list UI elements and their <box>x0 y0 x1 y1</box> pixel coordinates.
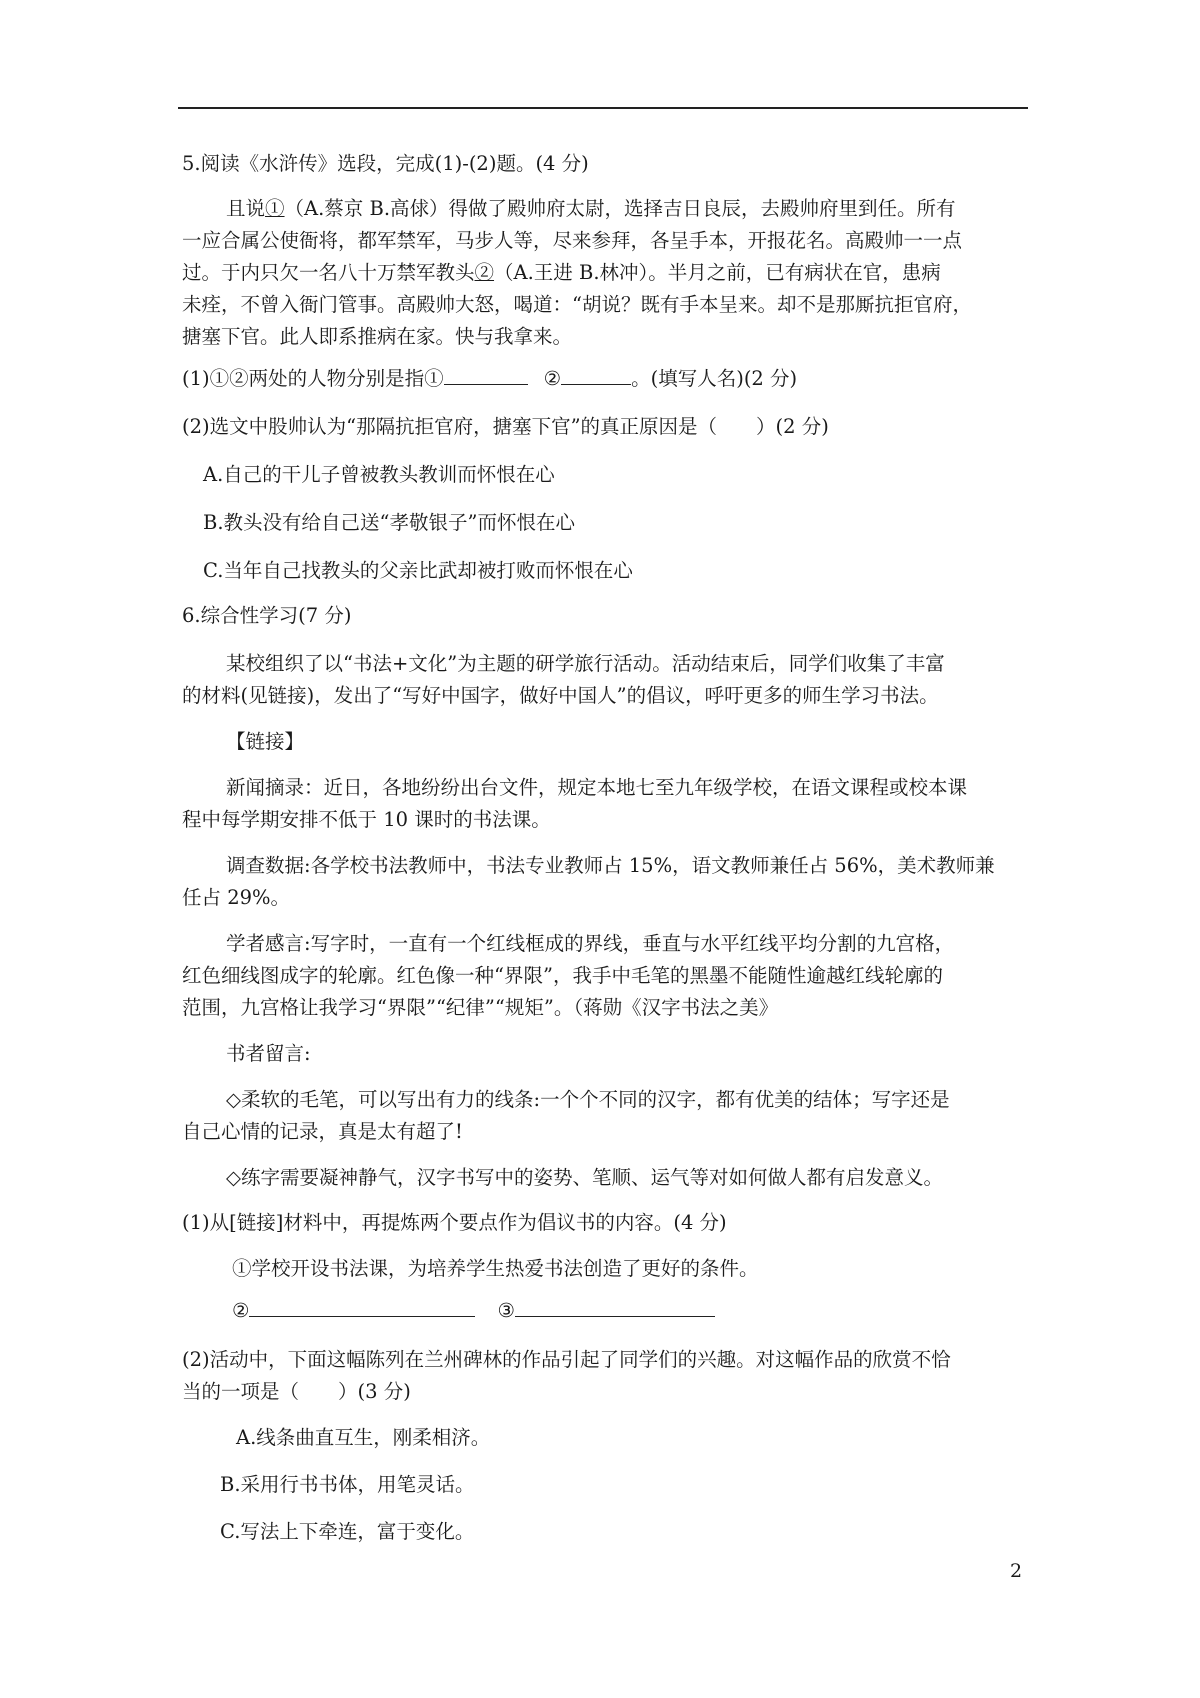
answer-blank-1[interactable] <box>444 366 528 385</box>
q5-option-c: C.当年自己找教头的父亲比武却被打败而怀恨在心 <box>203 559 633 582</box>
q5-sub1-text: ② <box>543 367 562 390</box>
writer-note-1-line-1: ◇柔软的毛笔，可以写出有力的线条:一个个不同的汉字，都有优美的结体；写字还是 <box>226 1088 950 1111</box>
q6-intro-line-1: 某校组织了以“书法+文化”为主题的研学旅行活动。活动结束后，同学们收集了丰富 <box>226 652 945 675</box>
answer-blank-point-2[interactable] <box>249 1298 475 1317</box>
survey-line-1: 调查数据:各学校书法教师中，书法专业教师占 15%，语文教师兼任占 56%，美术教师兼 <box>226 854 995 877</box>
answer-blank-2[interactable] <box>561 366 631 385</box>
q5-passage-text: （A.王进 B.林冲）。半月之前，已有病状在官，患病 <box>494 261 941 284</box>
writer-note-2: ◇练字需要凝神静气，汉字书写中的姿势、笔顺、运气等对如何做人都有启发意义。 <box>226 1166 943 1189</box>
q6-sub1: (1)从[链接]材料中，再提炼两个要点作为倡议书的内容。(4 分) <box>182 1211 727 1234</box>
news-line-1: 新闻摘录：近日，各地纷纷出台文件，规定本地七至九年级学校，在语文课程或校本课 <box>226 776 968 799</box>
q6-title: 6.综合性学习(7 分) <box>182 604 352 627</box>
q5-passage-line-5: 搪塞下官。此人即系推病在家。快与我拿来。 <box>182 325 573 348</box>
survey-line-2: 任占 29%。 <box>182 886 291 909</box>
point-3-label: ③ <box>497 1299 515 1322</box>
scholar-line-3: 范围，九宫格让我学习“界限”“纪律”“规矩”。（蒋勋《汉字书法之美》 <box>182 996 779 1019</box>
answer-blank-point-3[interactable] <box>515 1298 715 1317</box>
q6-option-b: B.采用行书书体，用笔灵话。 <box>220 1473 475 1496</box>
link-heading: 【链接】 <box>226 730 305 753</box>
q5-option-a: A.自己的干儿子曾被教头教训而怀恨在心 <box>203 463 555 486</box>
writer-heading: 书者留言: <box>226 1042 311 1065</box>
header-rule <box>178 107 1028 109</box>
q6-point-1: ①学校开设书法课，为培养学生热爱书法创造了更好的条件。 <box>232 1257 759 1280</box>
q5-option-b: B.教头没有给自己送“孝敬银子”而怀恨在心 <box>203 511 575 534</box>
q5-passage-line-3 <box>182 257 941 285</box>
q5-passage-line-1 <box>226 193 956 221</box>
page-number: 2 <box>1010 1560 1023 1582</box>
q5-passage-line-4: 未痊，不曾入衙门管事。高殿帅大怒，喝道：“胡说？既有手本呈来。却不是那厮抗拒官府， <box>182 293 972 316</box>
blank-marker-2: ② <box>474 261 495 284</box>
q6-option-a: A.线条曲直互生，刚柔相济。 <box>236 1426 491 1449</box>
q5-sub1-text: (1)①②两处的人物分别是指① <box>182 367 444 390</box>
q5-title: 5.阅读《水浒传》选段，完成(1)-(2)题。(4 分) <box>182 152 589 175</box>
scholar-line-1: 学者感言:写字时，一直有一个红线框成的界线，垂直与水平红线平均分割的九宫格， <box>226 932 955 955</box>
q5-passage-line-2: 一应合属公使衙将，都军禁军，马步人等，尽来参拜，各呈手本，开报花名。高殿帅一一点 <box>182 229 963 252</box>
q6-intro-line-2: 的材料(见链接)，发出了“写好中国字，做好中国人”的倡议，呼吁更多的师生学习书法。 <box>182 684 939 707</box>
q5-passage-text: （A.蔡京 B.高俅）得做了殿帅府太尉，选择吉日良辰，去殿帅府里到任。所有 <box>284 197 956 220</box>
q5-passage-text: 过。于内只欠一名八十万禁军教头 <box>182 261 475 284</box>
point-2-label: ② <box>232 1299 250 1322</box>
q6-option-c: C.写法上下牵连，富于变化。 <box>220 1520 475 1543</box>
q5-sub2: (2)选文中股帅认为“那隔抗拒官府，搪塞下官”的真正原因是（ ）(2 分) <box>182 415 829 438</box>
q6-sub2-line-2: 当的一项是（ ）(3 分) <box>182 1380 411 1403</box>
q5-sub1-text: 。(填写人名)(2 分) <box>631 367 798 390</box>
writer-note-1-line-2: 自己心情的记录，真是太有超了! <box>182 1120 463 1143</box>
q6-answer-points <box>232 1298 715 1322</box>
scholar-line-2: 红色细线图成字的轮廓。红色像一种“界限”，我手中毛笔的黑墨不能随性逾越红线轮廓的 <box>182 964 943 987</box>
q6-sub2-line-1: (2)活动中，下面这幅陈列在兰州碑林的作品引起了同学们的兴趣。对这幅作品的欣赏不恰 <box>182 1348 951 1371</box>
q5-passage-text: 且说 <box>226 197 266 220</box>
q5-sub1 <box>182 363 797 391</box>
news-line-2: 程中每学期安排不低于 10 课时的书法课。 <box>182 808 551 831</box>
blank-marker-1: ① <box>265 197 285 220</box>
